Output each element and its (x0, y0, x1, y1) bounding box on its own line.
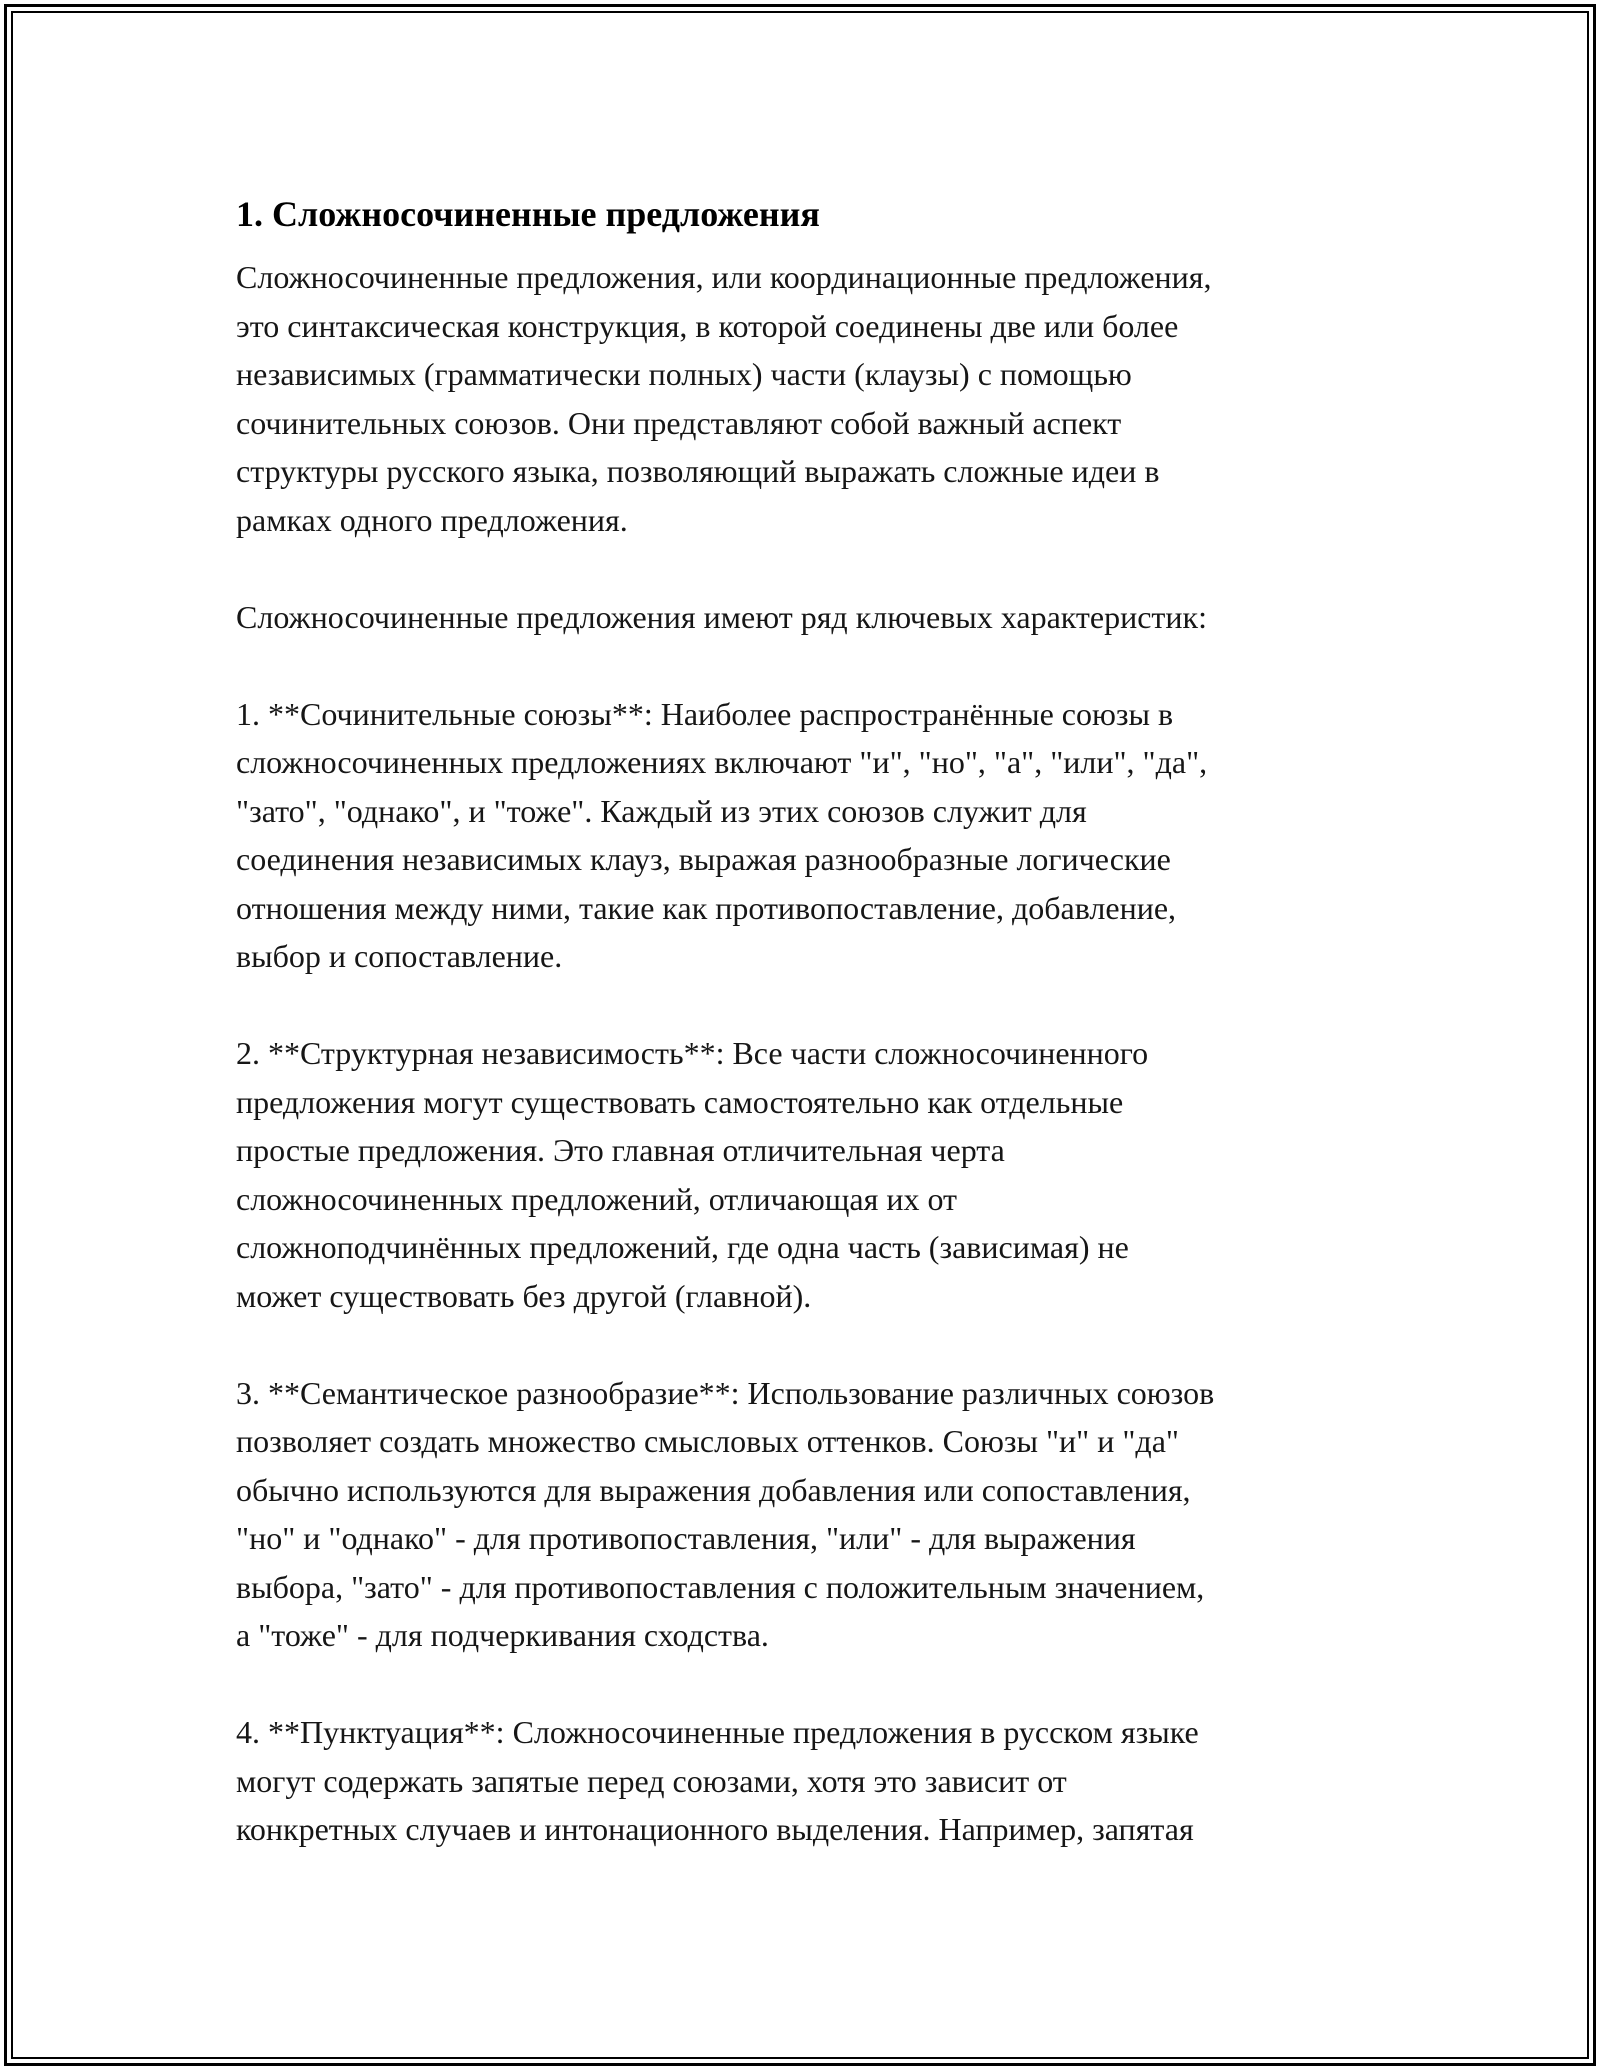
paragraph-intro (236, 253, 1386, 544)
text-line: "но" и "однако" - для противопоставления, "или" - для выражения (236, 1520, 1136, 1556)
text-line: рамках одного предложения. (236, 501, 628, 538)
text-line: выбор и сопоставление. (236, 938, 563, 974)
text-line: сложноподчинённых предложений, где одна часть (зависимая) не (236, 1229, 1129, 1265)
text-line: конкретных случаев и интонационного выделения. Например, запятая (236, 1811, 1194, 1847)
paragraph-characteristics-intro (236, 593, 1386, 642)
text-line: структуры русского языка, позволяющий выражать сложные идеи в (236, 453, 1160, 489)
text-line: 1. **Сочинительные союзы**: Наиболее распространённые союзы в (236, 695, 1174, 732)
text-line: обычно используются для выражения добавления или сопоставления, (236, 1471, 1191, 1508)
text-line: независимых (грамматически полных) части (клаузы) с помощью (236, 356, 1132, 392)
text-line: могут содержать запятые перед союзами, хотя это зависит от (236, 1762, 1067, 1799)
list-item-punctuation (236, 1708, 1386, 1854)
text-line: Сложносочиненные предложения имеют ряд ключевых характеристик: (236, 598, 1207, 635)
text-line: 2. **Структурная независимость**: Все части сложносочиненного (236, 1035, 1149, 1071)
text-line: Сложносочиненные предложения, или координационные предложения, (236, 259, 1212, 295)
document-body (236, 186, 1386, 1854)
text-line: сложносочиненных предложений, отличающая их от (236, 1180, 958, 1217)
text-line: 3. **Семантическое разнообразие**: Использование различных союзов (236, 1374, 1215, 1411)
text-line: а "тоже" - для подчеркивания сходства. (236, 1617, 769, 1653)
section-heading: 1. Сложносочиненные предложения (236, 194, 820, 234)
text-line: простые предложения. Это главная отличительная черта (236, 1132, 1005, 1168)
text-line: "зато", "однако", и "тоже". Каждый из этих союзов служит для (236, 792, 1087, 829)
list-item-semantic-variety (236, 1369, 1386, 1660)
text-line: сочинительных союзов. Они представляют собой важный аспект (236, 404, 1122, 441)
list-item-conjunctions (236, 690, 1386, 981)
text-line: выбора, "зато" - для противопоставления с положительным значением, (236, 1568, 1205, 1605)
text-line: соединения независимых клауз, выражая разнообразные логические (236, 841, 1171, 877)
text-line: сложносочиненных предложениях включают "и", "но", "а", "или", "да", (236, 744, 1208, 780)
text-line: 4. **Пунктуация**: Сложносочиненные предложения в русском языке (236, 1714, 1199, 1750)
text-line: отношения между ними, такие как противопоставление, добавление, (236, 889, 1177, 926)
text-line: может существовать без другой (главной). (236, 1277, 812, 1314)
text-line: позволяет создать множество смысловых оттенков. Союзы "и" и "да" (236, 1423, 1179, 1459)
text-line: предложения могут существовать самостоятельно как отдельные (236, 1083, 1124, 1120)
list-item-structural-independence (236, 1029, 1386, 1320)
text-line: это синтаксическая конструкция, в которой соединены две или более (236, 307, 1179, 344)
